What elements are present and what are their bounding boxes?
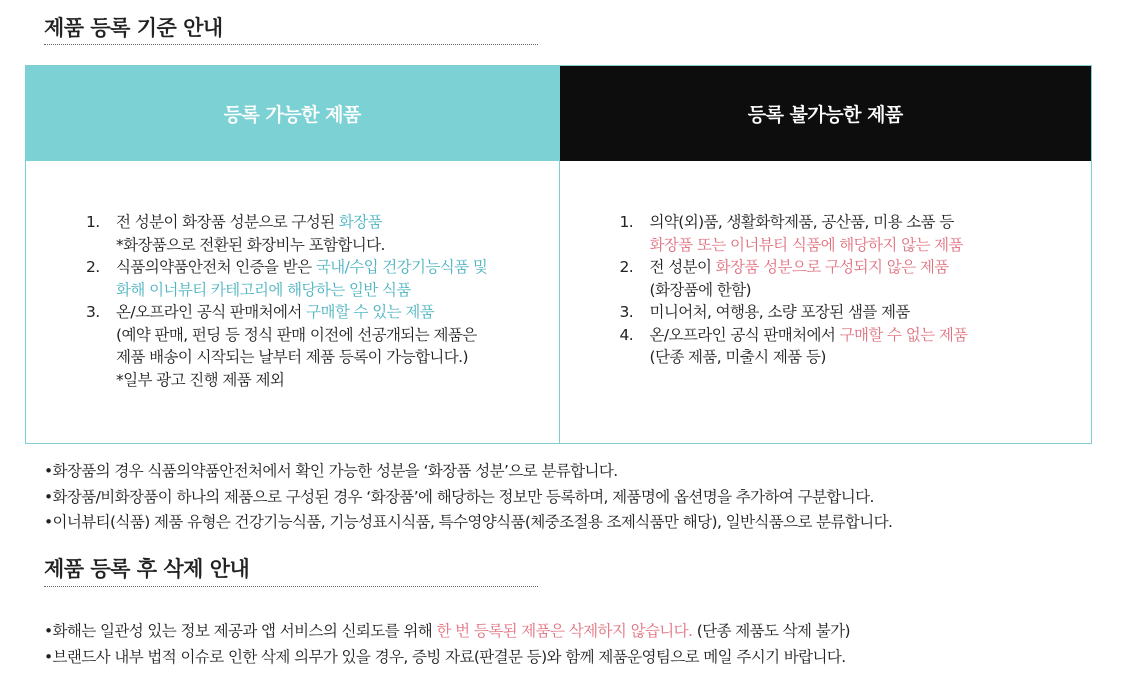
- highlight-text: 구매할 수 없는 제품: [839, 325, 968, 344]
- list-item: [620, 256, 1092, 301]
- allowed-products-header: 등록 가능한 제품: [26, 66, 559, 161]
- list-text: 전 성분이 화장품 성분으로 구성된: [116, 213, 339, 231]
- section-title-deletion-policy: 제품 등록 후 삭제 안내: [44, 557, 250, 581]
- highlight-text: 국내/수입 건강기능식품 및: [315, 258, 488, 276]
- title-divider: [44, 586, 538, 587]
- list-text: 온/오프라인 공식 판매처에서: [116, 303, 307, 321]
- list-subtext: *일부 광고 진행 제품 제외: [116, 370, 285, 389]
- highlight-text: 화장품 성분으로 구성되지 않은 제품: [715, 258, 949, 276]
- list-number: 3.: [86, 303, 100, 321]
- list-item: [620, 301, 1092, 324]
- title-divider: [44, 44, 538, 45]
- list-item: [620, 211, 1092, 256]
- list-text: 식품의약품안전처 인증을 받은: [116, 258, 316, 276]
- list-subtext: (예약 판매, 펀딩 등 정식 판매 이전에 선공개되는 제품은: [116, 325, 477, 344]
- note-line: •브랜드사 내부 법적 이슈로 인한 삭제 의무가 있을 경우, 증빙 자료(판결문 등)와 함께 제품운영팀으로 메일 주시기 바랍니다.: [44, 647, 846, 666]
- note-text: (단종 제품도 삭제 불가): [692, 622, 850, 640]
- list-number: 2.: [86, 258, 100, 276]
- note-line: •화장품의 경우 식품의약품안전처에서 확인 가능한 성분을 ‘화장품 성분’으로 분류합니다.: [44, 462, 618, 480]
- allowed-products-list: [86, 211, 559, 391]
- list-text: 의약(외)품, 생활화학제품, 공산품, 미용 소품 등: [649, 213, 954, 231]
- list-text: 전 성분이: [649, 258, 716, 276]
- list-subtext: (단종 제품, 미출시 제품 등): [649, 348, 826, 366]
- list-subtext: *화장품으로 전환된 화장비누 포함합니다.: [116, 235, 385, 254]
- list-number: 2.: [619, 258, 634, 276]
- disallowed-products-list: [620, 211, 1092, 369]
- list-item: [86, 256, 559, 301]
- highlight-text: 화해 이너뷰티 카테고리에 해당하는 일반 식품: [116, 280, 411, 299]
- note-line: •이너뷰티(식품) 제품 유형은 건강기능식품, 기능성표시식품, 특수영양식품(체중조절용 조제식품만 해당), 일반식품으로 분류합니다.: [44, 513, 893, 531]
- disallowed-products-column: [559, 66, 1092, 443]
- disallowed-products-header: 등록 불가능한 제품: [560, 66, 1092, 161]
- deletion-notes: [44, 619, 850, 670]
- list-item: [620, 324, 1092, 369]
- note-line: •화장품/비화장품이 하나의 제품으로 구성된 경우 ‘화장품’에 해당하는 정보만 등록하며, 제품명에 옵션명을 추가하여 구분합니다.: [44, 487, 874, 506]
- list-number: 4.: [619, 325, 634, 344]
- list-number: 3.: [619, 303, 634, 321]
- registration-notes: [44, 459, 892, 536]
- registration-criteria-table: [25, 65, 1092, 444]
- list-item: [86, 301, 559, 391]
- list-text: 미니어처, 여행용, 소량 포장된 샘플 제품: [649, 303, 910, 321]
- highlight-text: 화장품 또는 이너뷰티 식품에 해당하지 않는 제품: [649, 235, 963, 254]
- section-title-registration-criteria: 제품 등록 기준 안내: [44, 16, 223, 40]
- list-subtext: (화장품에 한함): [649, 280, 751, 299]
- note-text: •화해는 일관성 있는 정보 제공과 앱 서비스의 신뢰도를 위해: [44, 622, 437, 640]
- allowed-products-body: [26, 161, 559, 443]
- list-number: 1.: [619, 213, 634, 231]
- highlight-text: 화장품: [338, 213, 382, 231]
- note-line: [44, 619, 850, 645]
- list-number: 1.: [86, 213, 100, 231]
- disallowed-products-body: [560, 161, 1092, 443]
- highlight-text: 한 번 등록된 제품은 삭제하지 않습니다.: [436, 622, 693, 640]
- list-item: [86, 211, 559, 256]
- allowed-products-column: [26, 66, 559, 443]
- list-subtext: 제품 배송이 시작되는 날부터 제품 등록이 가능합니다.): [116, 348, 468, 366]
- highlight-text: 구매할 수 있는 제품: [306, 303, 435, 321]
- list-text: 온/오프라인 공식 판매처에서: [649, 325, 840, 344]
